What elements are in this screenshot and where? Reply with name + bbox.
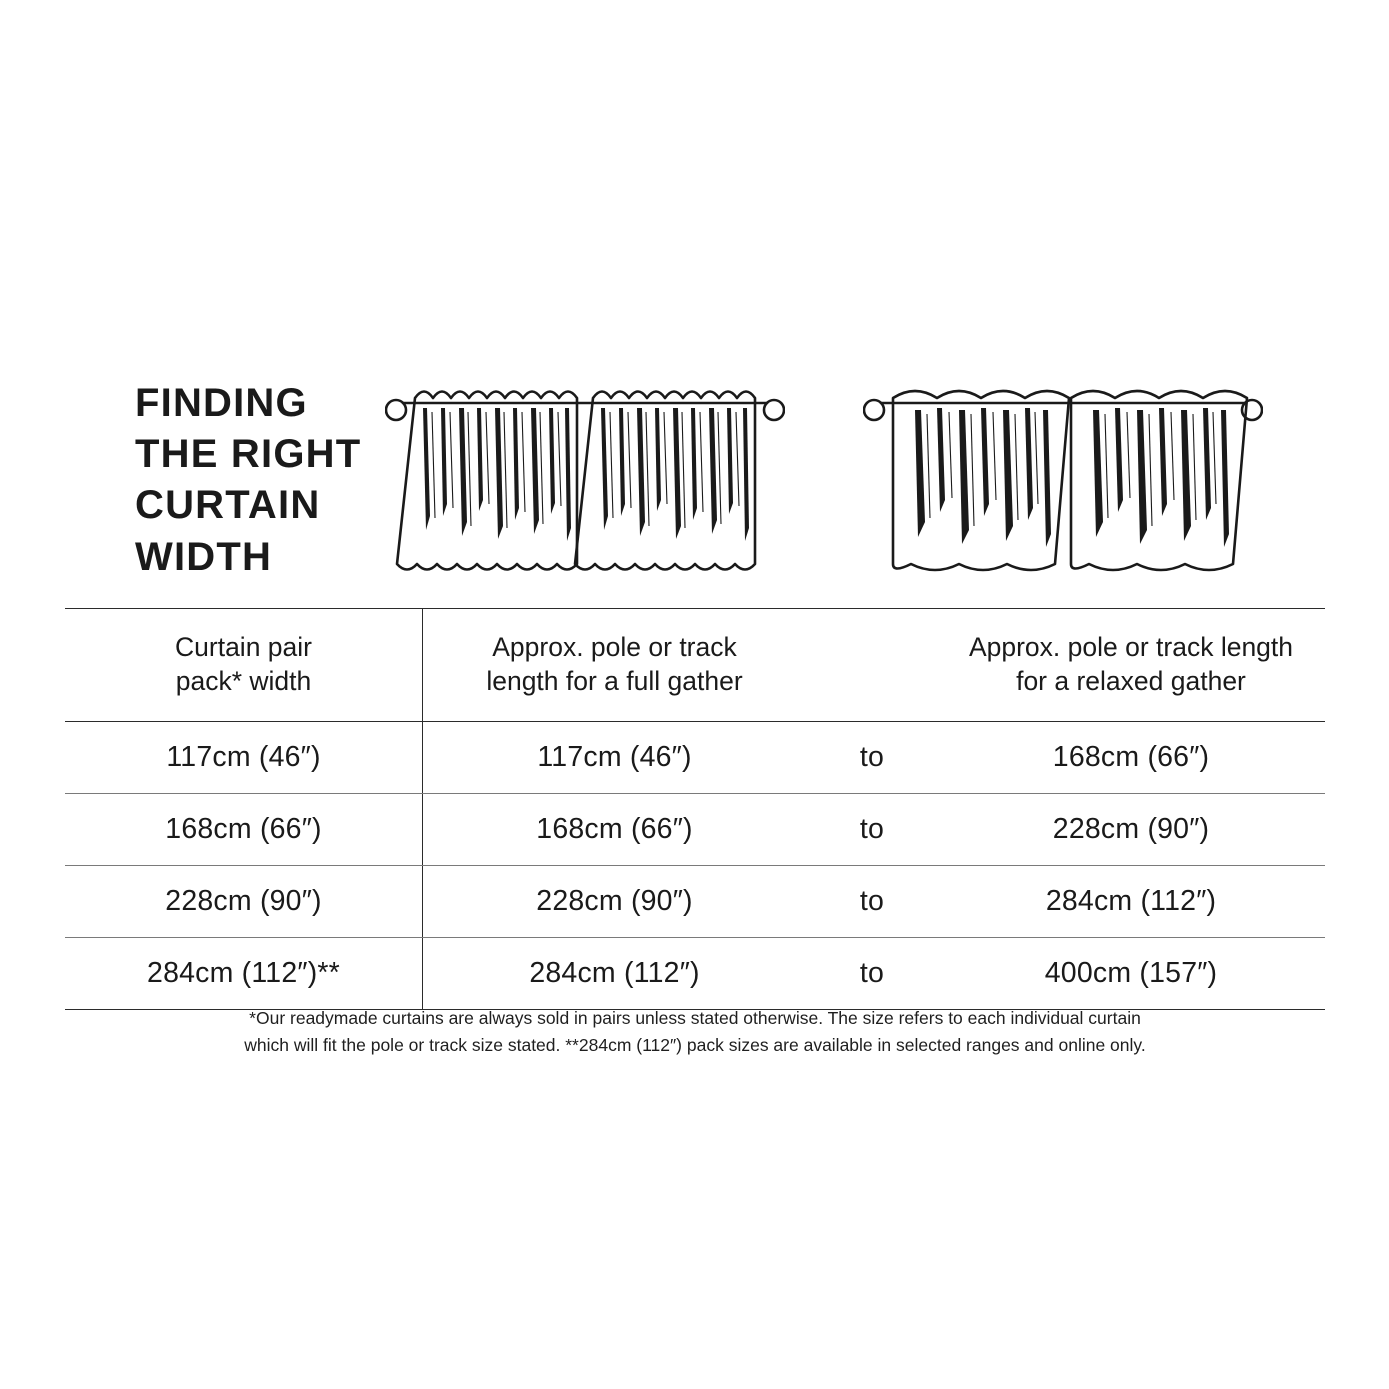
footnote-line-1: *Our readymade curtains are always sold in pairs unless stated otherwise. The size refers to each individual curtain — [249, 1008, 1141, 1028]
header-relaxed-gather-line-2: for a relaxed gather — [1016, 666, 1246, 696]
header-pack-width-line-2: pack* width — [175, 666, 312, 696]
header-area — [65, 360, 1325, 605]
cell-relaxed-gather: 228cm (90″) — [1052, 813, 1210, 845]
cell-full-gather: 228cm (90″) — [536, 885, 693, 917]
title-line-2: THE RIGHT — [135, 432, 362, 477]
cell-connector: to — [859, 957, 885, 989]
table-row — [65, 722, 1325, 793]
column-divider — [422, 794, 423, 865]
footnote — [65, 1005, 1325, 1059]
header-full-gather-line-1: Approx. pole or track — [492, 631, 737, 662]
header-relaxed-gather-line-1: Approx. pole or track length — [968, 631, 1294, 662]
cell-full-gather: 117cm (46″) — [537, 741, 692, 773]
column-divider — [422, 938, 423, 1009]
cell-connector: to — [859, 813, 885, 845]
table-row — [65, 794, 1325, 865]
table-row — [65, 938, 1325, 1009]
cell-pack-width: 117cm (46″) — [166, 741, 321, 773]
cell-relaxed-gather: 284cm (112″) — [1045, 885, 1217, 917]
header-cell-relaxed-gather — [937, 609, 1325, 721]
full-gather-curtain-illustration — [385, 368, 785, 588]
cell-relaxed-gather: 400cm (157″) — [1044, 957, 1218, 989]
title-line-3: CURTAIN — [135, 483, 321, 528]
cell-connector: to — [859, 885, 885, 917]
table-header-row — [65, 609, 1325, 721]
header-full-gather-line-2: length for a full gather — [486, 666, 743, 696]
cell-relaxed-gather: 168cm (66″) — [1052, 741, 1210, 773]
footnote-line-2: which will fit the pole or track size stated. **284cm (112″) pack sizes are available in selected ranges and online only. — [244, 1035, 1146, 1056]
cell-pack-width: 228cm (90″) — [165, 885, 322, 917]
column-divider — [422, 866, 423, 937]
cell-connector: to — [859, 741, 885, 773]
table-row — [65, 866, 1325, 937]
header-cell-full-gather — [422, 609, 807, 721]
title-line-4: WIDTH — [135, 534, 273, 579]
relaxed-gather-curtain-illustration — [863, 368, 1263, 588]
header-cell-pack-width — [65, 609, 422, 721]
illustrations — [365, 360, 1325, 588]
page-title — [65, 360, 365, 583]
cell-pack-width: 284cm (112″)** — [147, 957, 340, 989]
column-divider — [422, 722, 423, 793]
cell-pack-width: 168cm (66″) — [165, 813, 322, 845]
cell-full-gather: 284cm (112″) — [529, 957, 700, 989]
header-pack-width-line-1: Curtain pair — [175, 631, 312, 662]
curtain-width-table — [65, 608, 1325, 1010]
column-divider — [422, 609, 423, 721]
header-cell-spacer — [807, 609, 937, 721]
title-line-1: FINDING — [135, 381, 308, 425]
cell-full-gather: 168cm (66″) — [536, 813, 693, 845]
